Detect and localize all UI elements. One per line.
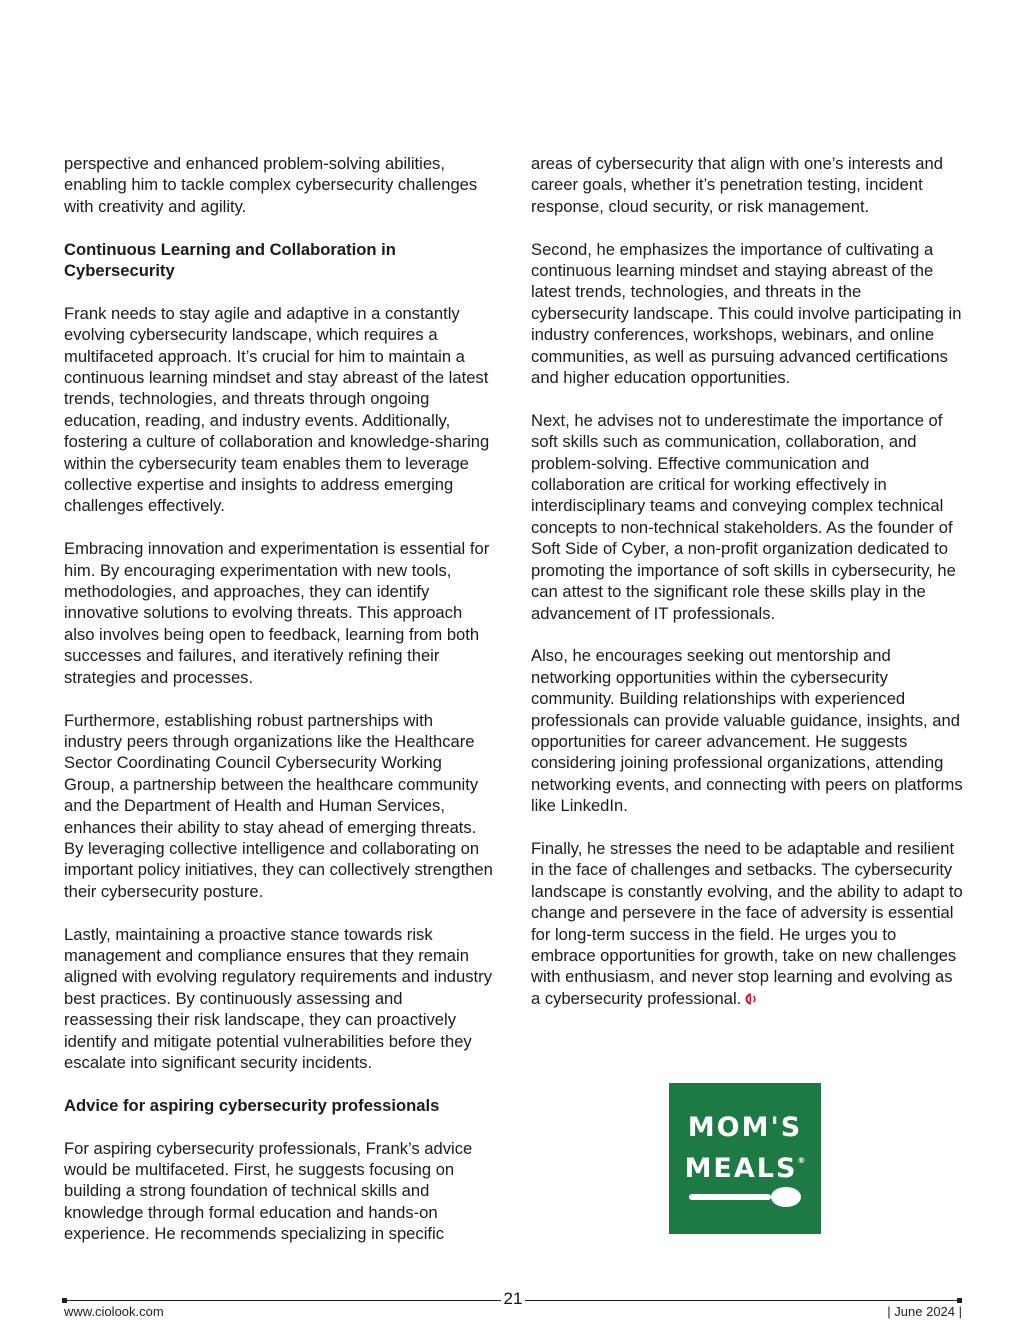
- ad-logo-line1: MOM'S: [687, 1112, 803, 1143]
- footer-dot-right: [957, 1298, 962, 1303]
- section-heading: Continuous Learning and Collaboration in Cybersecurity: [64, 239, 396, 281]
- body-paragraph: Second, he emphasizes the importance of cultivating a continuous learning mindset and staying abreast of the latest trends, technologies, and threats in the cybersecurity landscape. This could involve participating in industry conferences, workshops, webinars, and online communities, as well as pursuing advanced certifications and higher education opportunities.: [531, 239, 962, 388]
- body-paragraph: Embracing innovation and experimentation is essential for him. By encouraging experimentation with new tools, methodologies, and approaches, they can identify innovative solutions to evolving threats. This approach also involves being open to feedback, learning from both successes and failures, and iteratively refining their strategies and processes.: [64, 539, 490, 687]
- footer-date: | June 2024 |: [887, 1304, 962, 1319]
- body-paragraph: Also, he encourages seeking out mentorship and networking opportunities within the cybersecurity community. Building relationships with experienced professionals can provide valuable guidance, insights, and opportunities for career advancement. He suggests considering joining professional organizations, attending networking events, and connecting with peers on platforms like LinkedIn.: [531, 646, 963, 816]
- moms-meals-ad[interactable]: [669, 1083, 821, 1234]
- body-paragraph: For aspiring cybersecurity professionals, Frank’s advice would be multifaceted. First, he suggests focusing on building a strong foundation of technical skills and knowledge through formal education and hands-on experience. He recommends specializing in specific: [64, 1138, 473, 1244]
- ad-logo-word: MEALS: [684, 1153, 798, 1184]
- footer-rule-right: [525, 1300, 960, 1301]
- ad-logo-line2: [669, 1146, 821, 1184]
- footer-rule-left: [64, 1300, 501, 1301]
- body-paragraph: Frank needs to stay agile and adaptive in a constantly evolving cybersecurity landscape, which requires a multifaceted approach. It’s crucial for him to maintain a continuous learning mindset and stay abreast of the latest trends, technologies, and threats through ongoing education, reading, and industry events. Additionally, fostering a culture of collaboration and knowledge-sharing within the cybersecurity team enables them to leverage collective expertise and insights to address emerging challenges effectively.: [64, 303, 490, 516]
- body-paragraph: Furthermore, establishing robust partnerships with industry peers through organizations like the Healthcare Sector Coordinating Council Cybersecurity Working Group, a partnership between the healthcare community and the Department of Health and Human Services, enhances their ability to stay ahead of emerging threats. By leveraging collective intelligence and collaborating on important policy initiatives, they can collectively strengthen their cybersecurity posture.: [64, 710, 493, 901]
- body-paragraph: areas of cybersecurity that align with one’s interests and career goals, whether it’s penetration testing, incident response, cloud security, or risk management.: [531, 154, 943, 216]
- body-paragraph: perspective and enhanced problem-solving abilities, enabling him to tackle complex cybersecurity challenges with creativity and agility.: [64, 154, 478, 216]
- page-number: 21: [503, 1289, 523, 1308]
- ciolook-end-mark-icon: [744, 993, 756, 1005]
- right-column: [531, 153, 963, 1009]
- body-paragraph: Next, he advises not to underestimate the importance of soft skills such as communication, collaboration, and problem-solving. Effective communication and collaboration are critical for working effectively in interdisciplinary teams and conveying complex technical concepts to non-technical stakeholders. As the founder of Soft Side of Cyber, a non-profit organization dedicated to promoting the importance of soft skills in cybersecurity, he can attest to the significant role these skills play in the advancement of IT professionals.: [531, 410, 956, 623]
- registered-mark: ®: [797, 1156, 806, 1165]
- left-column: [64, 153, 494, 1245]
- body-paragraph-last: [531, 838, 963, 1009]
- closing-text: Finally, he stresses the need to be adaptable and resilient in the face of challenges and setbacks. The cybersecurity landscape is constantly evolving, and the ability to adapt to change and persevere in the face of adversity is essential for long-term success in the field. He urges you to embrace opportunities for growth, take on new challenges with enthusiasm, and never stop learning and evolving as a cybersecurity professional.: [531, 838, 963, 1008]
- spoon-icon: [687, 1184, 803, 1210]
- body-paragraph: Lastly, maintaining a proactive stance towards risk management and compliance ensures that they remain aligned with evolving regulatory requirements and industry best practices. By continuously assessing and reassessing their risk landscape, they can proactively identify and mitigate potential vulnerabilities before they escalate into significant security incidents.: [64, 924, 492, 1072]
- section-heading: Advice for aspiring cybersecurity professionals: [64, 1095, 440, 1115]
- footer-website-link[interactable]: www.ciolook.com: [64, 1304, 164, 1319]
